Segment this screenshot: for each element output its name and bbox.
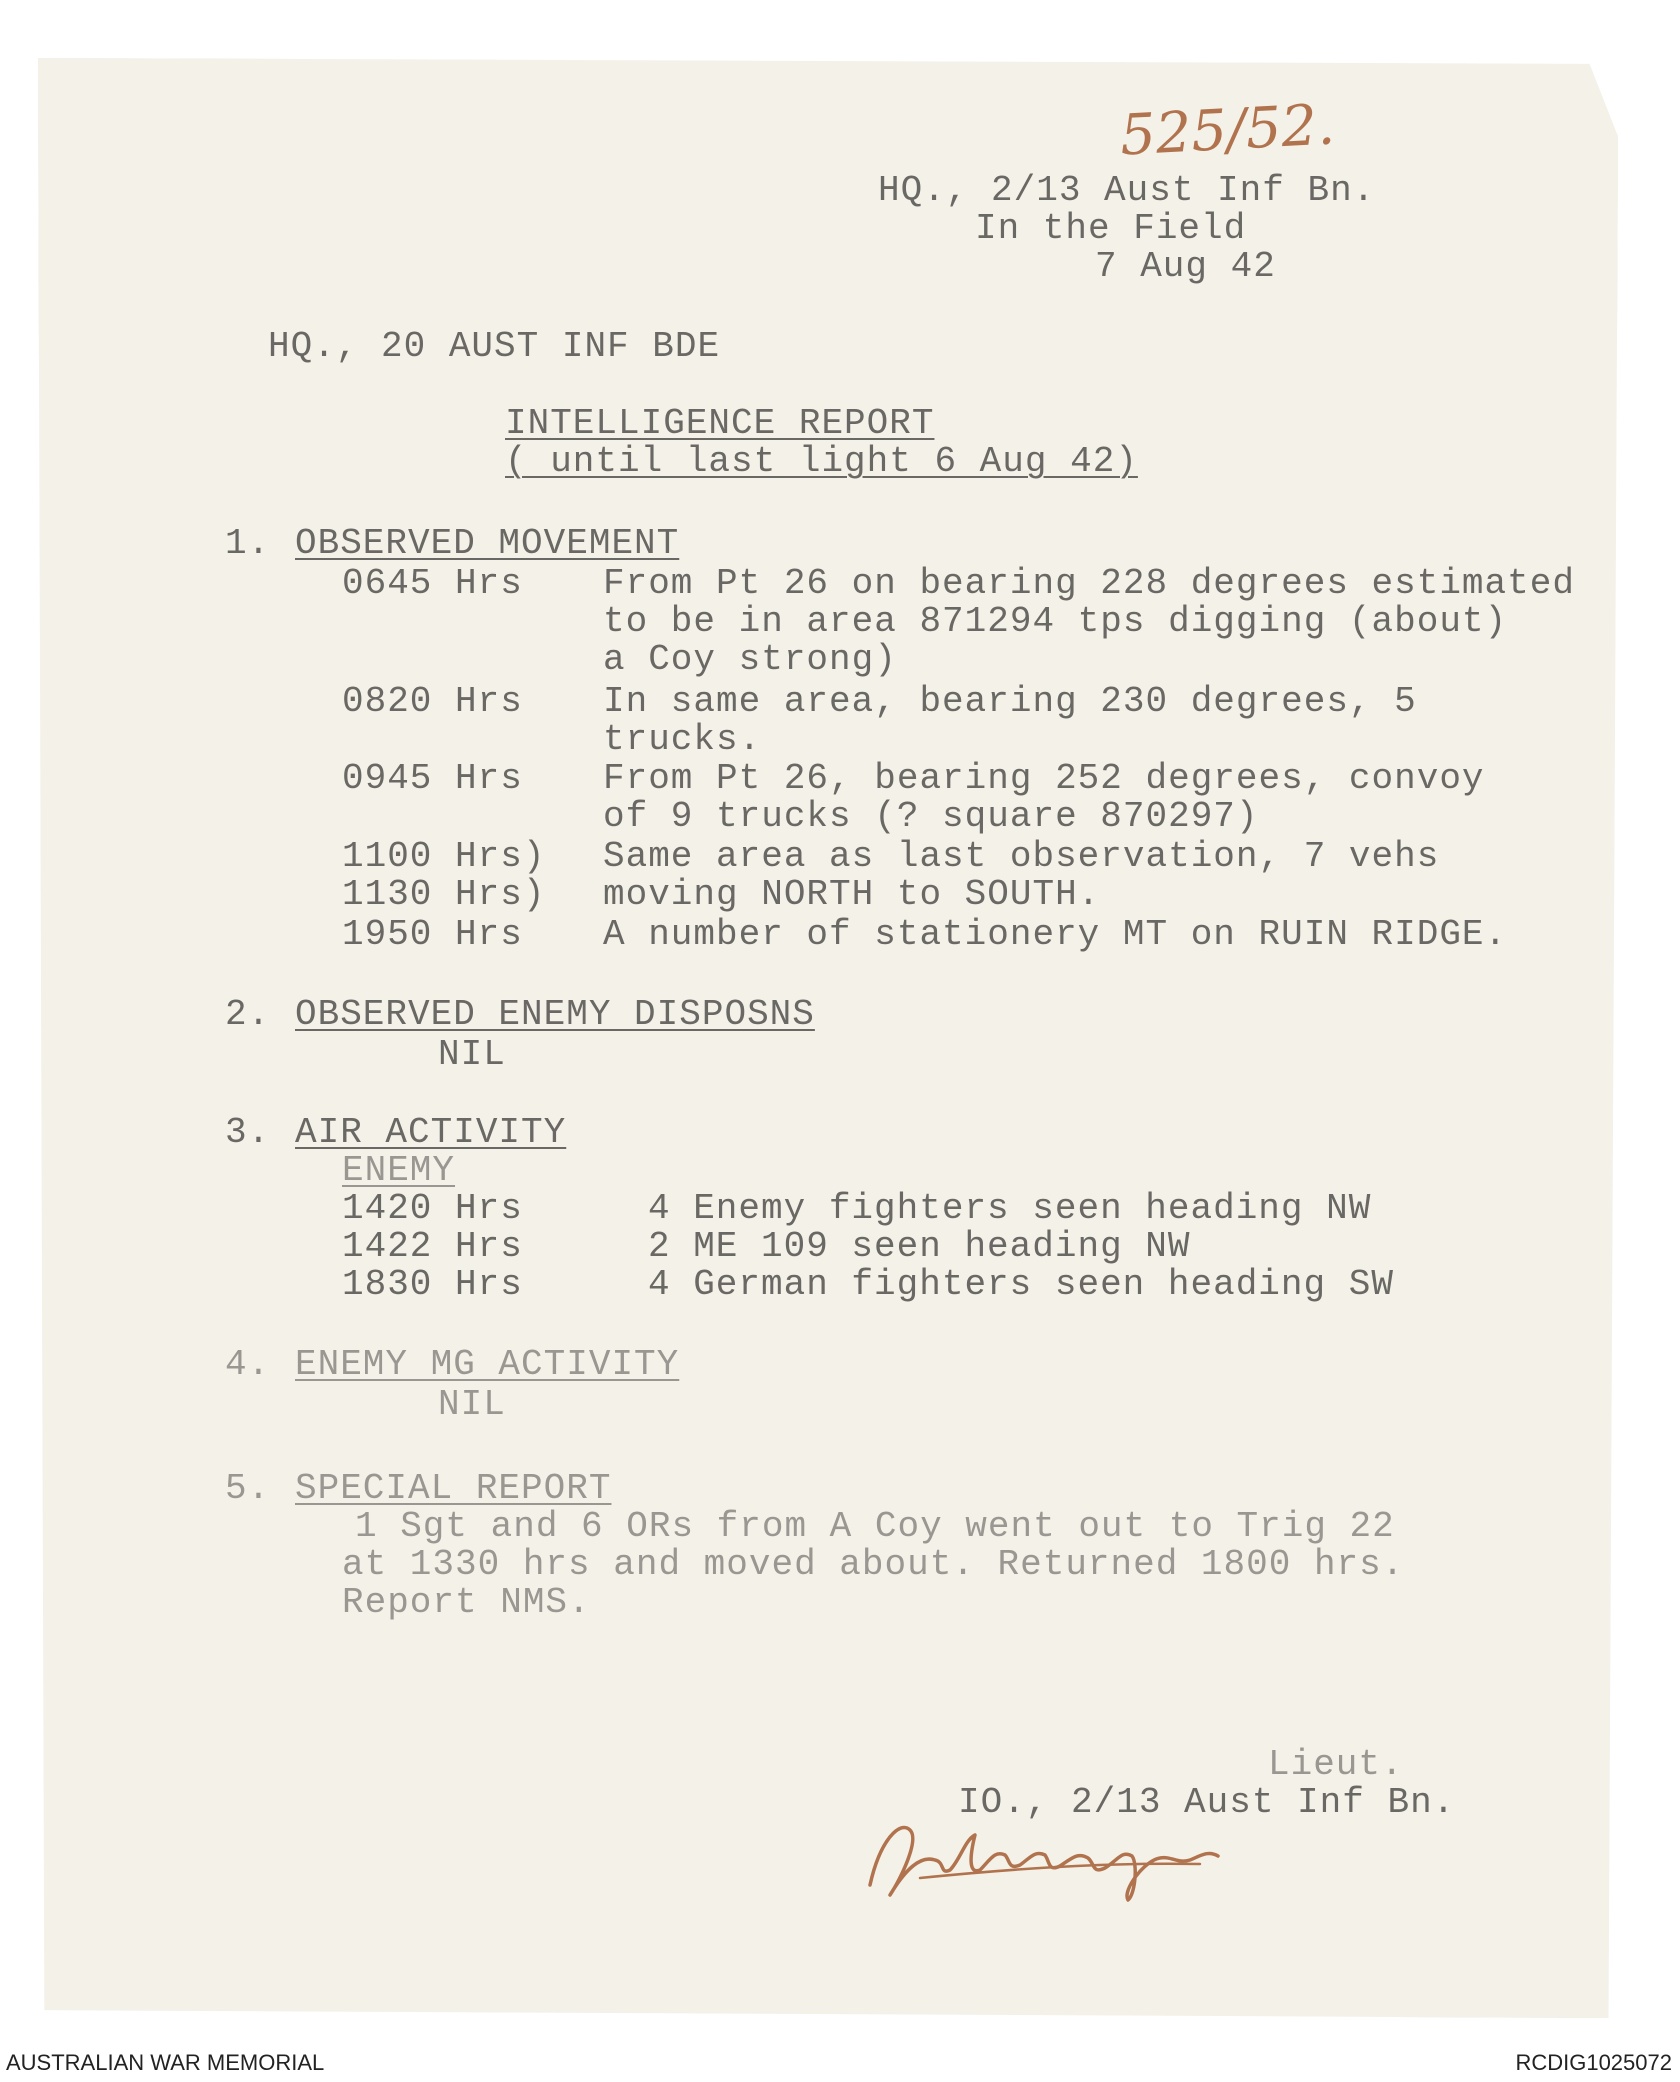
signatory-appointment: IO., 2/13 Aust Inf Bn. bbox=[958, 1782, 1456, 1823]
entry-time: 1100 Hrs) bbox=[342, 836, 546, 877]
entry-line: In same area, bearing 230 degrees, 5 bbox=[603, 681, 1417, 722]
section-3-subheading: ENEMY bbox=[342, 1150, 456, 1191]
section-5-number: 5. bbox=[225, 1468, 271, 1509]
entry-line: 4 Enemy fighters seen heading NW bbox=[648, 1188, 1372, 1229]
special-report-line: at 1330 hrs and moved about. Returned 1800 hrs. bbox=[342, 1544, 1405, 1585]
entry-line: moving NORTH to SOUTH. bbox=[603, 874, 1101, 915]
entry-time: 1950 Hrs bbox=[342, 914, 523, 955]
entry-time: 1130 Hrs) bbox=[342, 874, 546, 915]
section-2-note: NIL bbox=[438, 1034, 506, 1075]
entry-line: 2 ME 109 seen heading NW bbox=[648, 1226, 1191, 1267]
entry-time: 1422 Hrs bbox=[342, 1226, 523, 1267]
section-3-heading: AIR ACTIVITY bbox=[295, 1112, 567, 1153]
report-title: INTELLIGENCE REPORT bbox=[505, 403, 935, 444]
signatory-rank: Lieut. bbox=[1268, 1744, 1404, 1785]
entry-line: of 9 trucks (? square 870297) bbox=[603, 796, 1259, 837]
section-1-number: 1. bbox=[225, 523, 271, 564]
section-4-note: NIL bbox=[438, 1384, 506, 1425]
entry-time: 0945 Hrs bbox=[342, 758, 523, 799]
addressee: HQ., 20 AUST INF BDE bbox=[268, 326, 721, 367]
entry-line: Same area as last observation, 7 vehs bbox=[603, 836, 1440, 877]
entry-line: From Pt 26 on bearing 228 degrees estimated bbox=[603, 563, 1575, 604]
entry-line: to be in area 871294 tps digging (about) bbox=[603, 601, 1508, 642]
entry-time: 0645 Hrs bbox=[342, 563, 523, 604]
reference-number: 525/52. bbox=[1118, 92, 1337, 169]
section-2-number: 2. bbox=[225, 994, 271, 1035]
report-subtitle: ( until last light 6 Aug 42) bbox=[505, 441, 1138, 482]
footer-record-id: RCDIG1025072 bbox=[1515, 2050, 1672, 2075]
sender-date: 7 Aug 42 bbox=[1095, 246, 1276, 287]
section-3-number: 3. bbox=[225, 1112, 271, 1153]
section-2-heading: OBSERVED ENEMY DISPOSNS bbox=[295, 994, 815, 1035]
section-4-heading: ENEMY MG ACTIVITY bbox=[295, 1344, 680, 1385]
entry-line: A number of stationery MT on RUIN RIDGE. bbox=[603, 914, 1508, 955]
entry-line: 4 German fighters seen heading SW bbox=[648, 1264, 1394, 1305]
special-report-line: Report NMS. bbox=[342, 1582, 591, 1623]
entry-line: a Coy strong) bbox=[603, 639, 897, 680]
special-report-line: 1 Sgt and 6 ORs from A Coy went out to Trig 22 bbox=[355, 1506, 1395, 1547]
entry-time: 1830 Hrs bbox=[342, 1264, 523, 1305]
section-1-heading: OBSERVED MOVEMENT bbox=[295, 523, 680, 564]
entry-time: 1420 Hrs bbox=[342, 1188, 523, 1229]
entry-line: trucks. bbox=[603, 719, 762, 760]
entry-time: 0820 Hrs bbox=[342, 681, 523, 722]
footer-institution: AUSTRALIAN WAR MEMORIAL bbox=[6, 2050, 325, 2075]
section-4-number: 4. bbox=[225, 1344, 271, 1385]
section-5-heading: SPECIAL REPORT bbox=[295, 1468, 612, 1509]
entry-line: From Pt 26, bearing 252 degrees, convoy bbox=[603, 758, 1485, 799]
sender-location: In the Field bbox=[975, 208, 1247, 249]
sender-unit: HQ., 2/13 Aust Inf Bn. bbox=[878, 170, 1376, 211]
